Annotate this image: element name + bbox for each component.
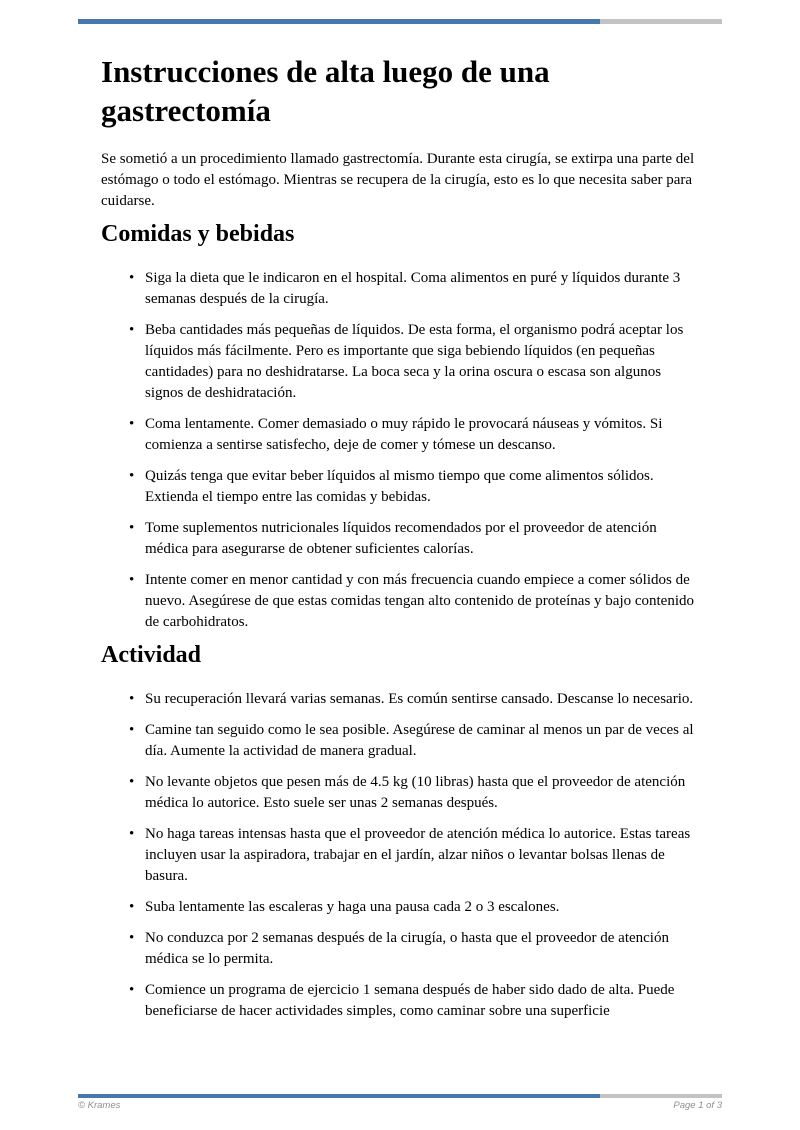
bullet-icon: • [129, 826, 135, 842]
bullet-list-actividad [101, 689, 701, 1022]
list-item [101, 466, 701, 508]
list-item-text: Coma lentamente. Comer demasiado o muy rápido le provocará náuseas y vómitos. Si comienza a sentirse satisfecho, deje de comer y tómese un descanso. [145, 416, 663, 453]
footer-accent-bar [78, 1094, 722, 1098]
list-item [101, 980, 701, 1022]
list-item [101, 320, 701, 404]
bullet-icon: • [129, 322, 135, 338]
list-item-text: Suba lentamente las escaleras y haga una pausa cada 2 o 3 escalones. [145, 899, 560, 915]
bullet-icon: • [129, 774, 135, 790]
footer-copyright: © Krames [78, 1100, 121, 1111]
list-item [101, 824, 701, 887]
footer-page-indicator: Page 1 of 3 [673, 1100, 722, 1111]
list-item [101, 928, 701, 970]
list-item-text: No haga tareas intensas hasta que el proveedor de atención médica lo autorice. Estas tareas incluyen usar la aspiradora, trabajar en el jardín, alzar niños o levantar bolsas llenas de basura. [145, 826, 691, 884]
bullet-icon: • [129, 416, 135, 432]
list-item-text: No conduzca por 2 semanas después de la cirugía, o hasta que el proveedor de atención médica se lo permita. [145, 930, 669, 967]
list-item [101, 897, 701, 918]
footer-accent-bar-gray-segment [600, 1094, 722, 1098]
list-item-text: Camine tan seguido como le sea posible. Asegúrese de caminar al menos un par de veces al día. Aumente la actividad de manera gradual. [145, 722, 694, 759]
bullet-icon: • [129, 468, 135, 484]
list-item [101, 518, 701, 560]
bullet-icon: • [129, 899, 135, 915]
list-item-text: Su recuperación llevará varias semanas. Es común sentirse cansado. Descanse lo necesario. [145, 691, 694, 707]
list-item [101, 268, 701, 310]
footer-accent-bar-blue-segment [78, 1094, 600, 1098]
list-item-text: Siga la dieta que le indicaron en el hospital. Coma alimentos en puré y líquidos durante 3 semanas después de la cirugía. [145, 270, 681, 307]
page-title: Instrucciones de alta luego de una gastrectomía [101, 54, 550, 128]
bullet-icon: • [129, 930, 135, 946]
list-item-text: Quizás tenga que evitar beber líquidos al mismo tiempo que come alimentos sólidos. Extienda el tiempo entre las comidas y bebidas. [145, 468, 654, 505]
section-heading-comidas: Comidas y bebidas [101, 221, 295, 247]
bullet-icon: • [129, 520, 135, 536]
section-comidas-y-bebidas [101, 220, 701, 633]
section-actividad [101, 641, 701, 1022]
list-item-text: Tome suplementos nutricionales líquidos recomendados por el proveedor de atención médica para asegurarse de obtener suficientes calorías. [145, 520, 657, 557]
list-item-text: Comience un programa de ejercicio 1 semana después de haber sido dado de alta. Puede beneficiarse de hacer actividades simples, como caminar sobre una superficie [145, 982, 675, 1019]
list-item-text: No levante objetos que pesen más de 4.5 kg (10 libras) hasta que el proveedor de atención médica lo autorice. Esto suele ser unas 2 semanas después. [145, 774, 686, 811]
list-item [101, 570, 701, 633]
bullet-icon: • [129, 572, 135, 588]
section-heading-actividad: Actividad [101, 642, 202, 668]
bullet-icon: • [129, 691, 135, 707]
bullet-icon: • [129, 722, 135, 738]
list-item [101, 720, 701, 762]
bullet-icon: • [129, 270, 135, 286]
bullet-icon: • [129, 982, 135, 998]
document-content [101, 24, 701, 1022]
list-item-text: Beba cantidades más pequeñas de líquidos. De esta forma, el organismo podrá aceptar los líquidos más fácilmente. Pero es importante que siga bebiendo líquidos (en pequeñas cantidades) para no deshidratarse. La boca seca y la orina oscura o escasa son algunos signos de deshidratación. [145, 322, 684, 401]
intro-paragraph: Se sometió a un procedimiento llamado gastrectomía. Durante esta cirugía, se extirpa una parte del estómago o todo el estómago. Mientras se recupera de la cirugía, esto es lo que necesita saber para cuidarse. [101, 151, 695, 209]
list-item [101, 772, 701, 814]
page-footer [78, 1100, 722, 1112]
list-item [101, 689, 701, 710]
list-item [101, 414, 701, 456]
bullet-list-comidas [101, 268, 701, 633]
list-item-text: Intente comer en menor cantidad y con más frecuencia cuando empiece a comer sólidos de nuevo. Asegúrese de que estas comidas tengan alto contenido de proteínas y bajo contenido de carbohidratos. [145, 572, 695, 630]
